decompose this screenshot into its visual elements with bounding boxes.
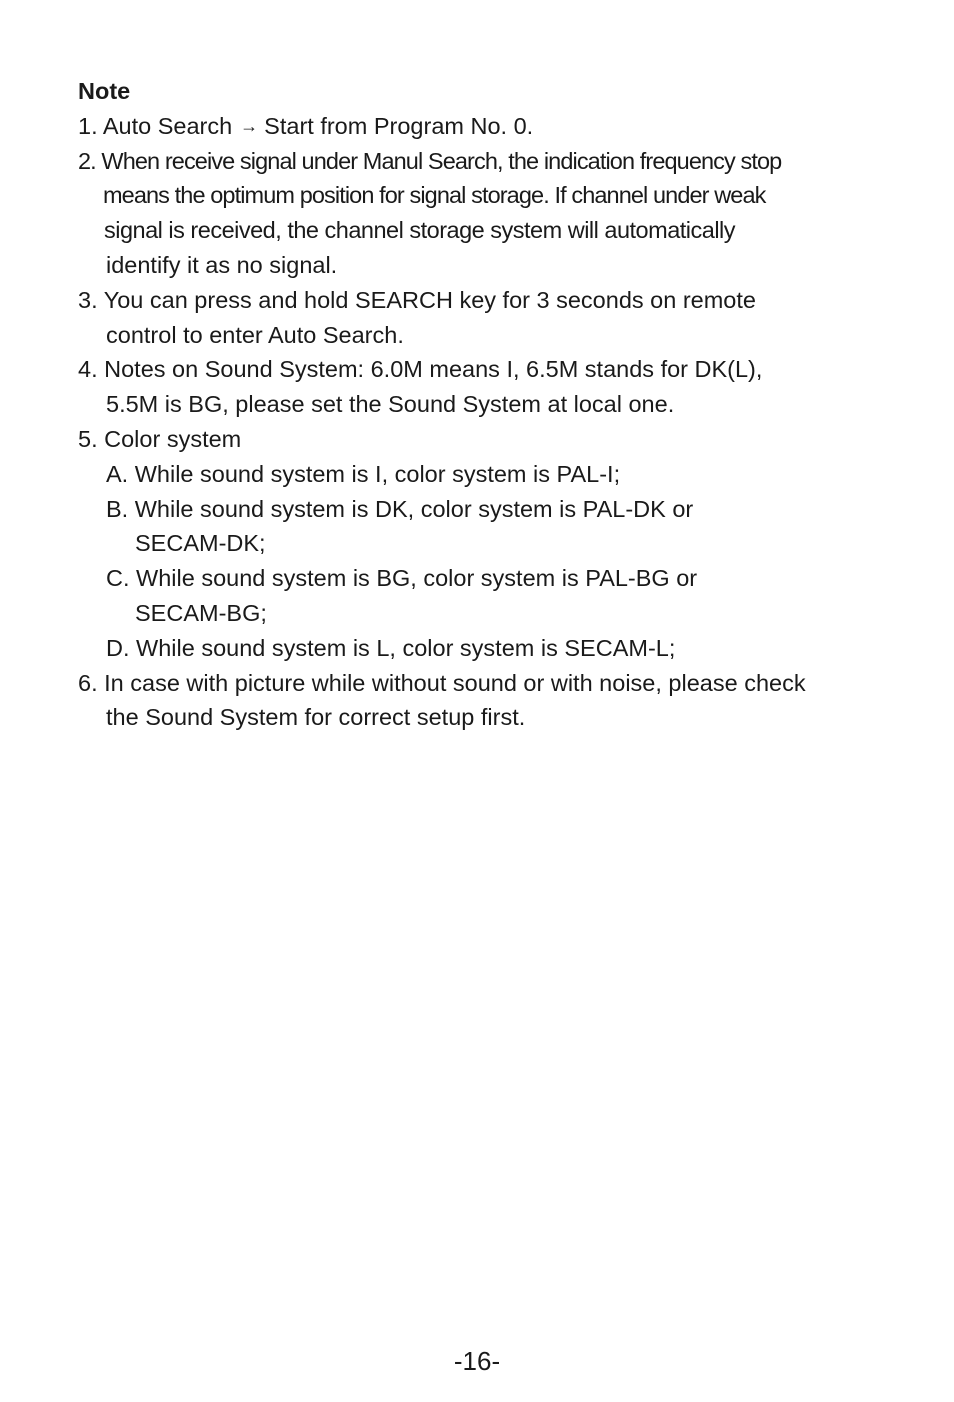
note-item-2-line-2: means the optimum position for signal storage. If channel under weak [103, 182, 766, 209]
color-system-b-line-1: B. While sound system is DK, color system is PAL-DK or [106, 495, 694, 522]
note-item-2-line-1: 2. When receive signal under Manul Search, the indication frequency stop [78, 147, 782, 174]
page-number: -16- [453, 1346, 501, 1376]
note-item-1-prefix: 1. Auto Search [78, 112, 233, 139]
note-item-4-line-2: 5.5M is BG, please set the Sound System at local one. [106, 391, 675, 418]
note-item-6-line-2: the Sound System for correct setup first. [106, 704, 526, 731]
note-item-5-title: 5. Color system [78, 425, 242, 452]
note-item-6-line-1: 6. In case with picture while without sound or with noise, please check [78, 669, 806, 696]
note-item-2-line-3: signal is received, the channel storage system will automatically [104, 217, 736, 244]
note-item-1-suffix: Start from Program No. 0. [264, 112, 534, 139]
note-section [78, 74, 878, 735]
color-system-d: D. While sound system is L, color system is SECAM-L; [106, 634, 676, 661]
color-system-b-line-2: SECAM-DK; [135, 530, 266, 557]
note-heading: Note [78, 78, 131, 104]
note-item-3-line-1: 3. You can press and hold SEARCH key for 3 seconds on remote [78, 286, 756, 313]
color-system-a: A. While sound system is I, color system is PAL-I; [106, 460, 621, 487]
color-system-c-line-2: SECAM-BG; [135, 599, 267, 626]
right-arrow-icon: → [240, 115, 259, 136]
note-item-3-line-2: control to enter Auto Search. [106, 321, 404, 348]
color-system-c-line-1: C. While sound system is BG, color system is PAL-BG or [106, 565, 698, 592]
note-item-4-line-1: 4. Notes on Sound System: 6.0M means I, 6.5M stands for DK(L), [78, 356, 763, 383]
note-item-1 [78, 109, 878, 144]
note-item-2-line-4: identify it as no signal. [106, 251, 338, 278]
